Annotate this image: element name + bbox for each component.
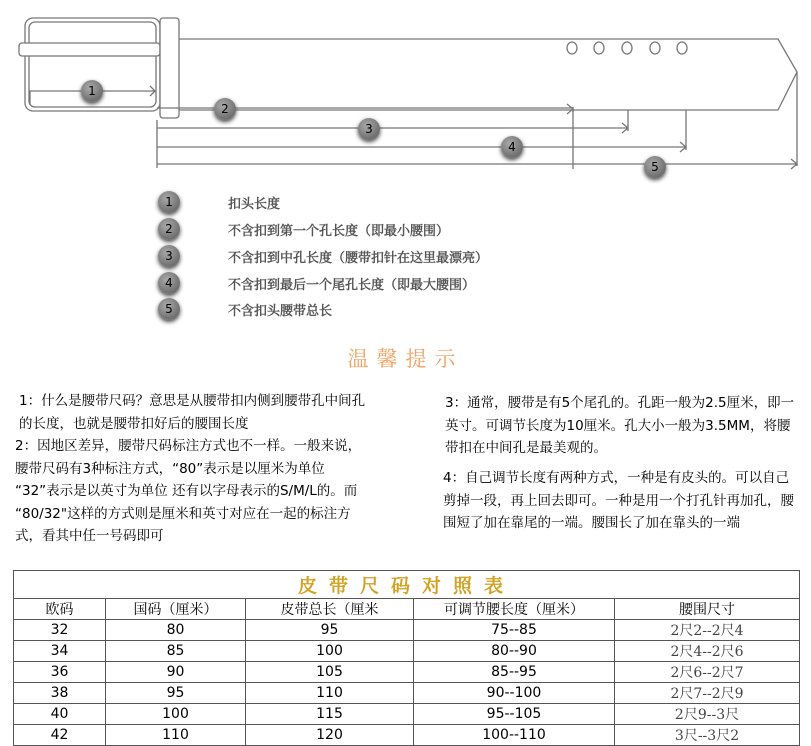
table-header <box>14 599 800 620</box>
table-cell: 32 <box>14 620 106 641</box>
table-cell: 2尺6--2尺7 <box>615 662 800 683</box>
marker-5: 5 <box>644 156 666 178</box>
legend-label: 不含扣到最后一个尾孔长度（即最大腰围） <box>228 277 476 293</box>
table-cell: 115 <box>246 704 414 725</box>
table-cell: 42 <box>14 725 106 746</box>
legend-marker: 3 <box>158 245 180 267</box>
tips-title: 温馨提示 <box>347 347 464 371</box>
table-row <box>14 641 800 662</box>
buckle-pin <box>19 43 160 56</box>
table-cell: 2尺7--2尺9 <box>615 683 800 704</box>
table-cell: 36 <box>14 662 106 683</box>
tip-3: 3：通常，腰带是有5个尾孔的。孔距一般为2.5厘米，即一英寸。可调节长度为10厘米。孔大小一般为3.5MM，将腰带扣在中间孔是最美观的。 <box>445 395 795 456</box>
table-cell: 90 <box>106 662 246 683</box>
table-cell: 75--85 <box>414 620 615 641</box>
table-row <box>14 620 800 641</box>
legend-marker: 1 <box>158 191 180 213</box>
header-eu: 欧码 <box>14 599 106 620</box>
legend-label: 不含扣头腰带总长 <box>228 303 333 319</box>
legend-marker: 4 <box>158 272 180 294</box>
table-cell: 80 <box>106 620 246 641</box>
table-cell: 85 <box>106 641 246 662</box>
legend-marker: 5 <box>158 298 180 320</box>
marker-1: 1 <box>81 80 103 102</box>
table-cell: 110 <box>106 725 246 746</box>
table-row <box>14 683 800 704</box>
header-cn: 国码（厘米） <box>106 599 246 620</box>
legend-marker: 2 <box>158 218 180 240</box>
table-cell: 38 <box>14 683 106 704</box>
belt-diagram <box>0 0 811 190</box>
marker-2: 2 <box>214 98 236 120</box>
table-cell: 100 <box>106 704 246 725</box>
belt-holes <box>567 42 687 54</box>
table-cell: 40 <box>14 704 106 725</box>
belt-strap <box>179 39 797 110</box>
table-title: 皮带尺码对照表 <box>14 571 800 599</box>
legend-item <box>155 190 281 214</box>
marker-3: 3 <box>358 118 380 140</box>
table-cell: 110 <box>246 683 414 704</box>
table-cell: 100 <box>246 641 414 662</box>
table-cell: 100--110 <box>414 725 615 746</box>
table-cell: 2尺2--2尺4 <box>615 620 800 641</box>
table-row <box>14 704 800 725</box>
table-cell: 80--90 <box>414 641 615 662</box>
legend-item <box>155 297 333 321</box>
table-row <box>14 662 800 683</box>
table-cell: 34 <box>14 641 106 662</box>
legend-item <box>155 217 450 241</box>
tip-1: 1：什么是腰带尺码？意思是从腰带扣内侧到腰带孔中间孔的长度，也就是腰带扣好后的腰围长度 <box>19 393 366 432</box>
header-adjustable: 可调节腰长度（厘米） <box>414 599 615 620</box>
tip-2: 2：因地区差异，腰带尺码标注方式也不一样。一般来说，腰带尺码有3种标注方式，“80”表示是以厘米为单位 “32”表示是以英寸为单位 还有以字母表示的S/M/L的。而 “80/32"这样的方式则是厘米和英寸对应在一起的标注方式，看其中任一号码即可 <box>15 438 362 544</box>
table-cell: 105 <box>246 662 414 683</box>
table-cell: 95 <box>246 620 414 641</box>
table-cell: 95 <box>106 683 246 704</box>
tip-4: 4：自己调节长度有两种方式，一种是有皮头的。可以自己剪掉一段，再上回去即可。一种是用一个打孔针再加孔，腰围短了加在靠尾的一端。腰围长了加在靠头的一端 <box>443 470 794 531</box>
header-length: 皮带总长（厘米 <box>246 599 414 620</box>
table-cell: 85--95 <box>414 662 615 683</box>
marker-4: 4 <box>501 136 523 158</box>
table-cell: 2尺4--2尺6 <box>615 641 800 662</box>
table-row <box>14 725 800 746</box>
belt-loop <box>160 18 179 118</box>
legend-label: 不含扣到中孔长度（腰带扣针在这里最漂亮） <box>228 250 489 266</box>
header-waist: 腰围尺寸 <box>615 599 800 620</box>
table-cell: 90--100 <box>414 683 615 704</box>
size-chart-table <box>13 570 800 746</box>
table-cell: 95--105 <box>414 704 615 725</box>
table-cell: 2尺9--3尺 <box>615 704 800 725</box>
legend-label: 不含扣到第一个孔长度（即最小腰围） <box>228 223 450 239</box>
legend-item <box>155 271 476 295</box>
table-cell: 3尺--3尺2 <box>615 725 800 746</box>
legend-label: 扣头长度 <box>228 196 281 212</box>
legend-item <box>155 244 489 268</box>
table-cell: 120 <box>246 725 414 746</box>
